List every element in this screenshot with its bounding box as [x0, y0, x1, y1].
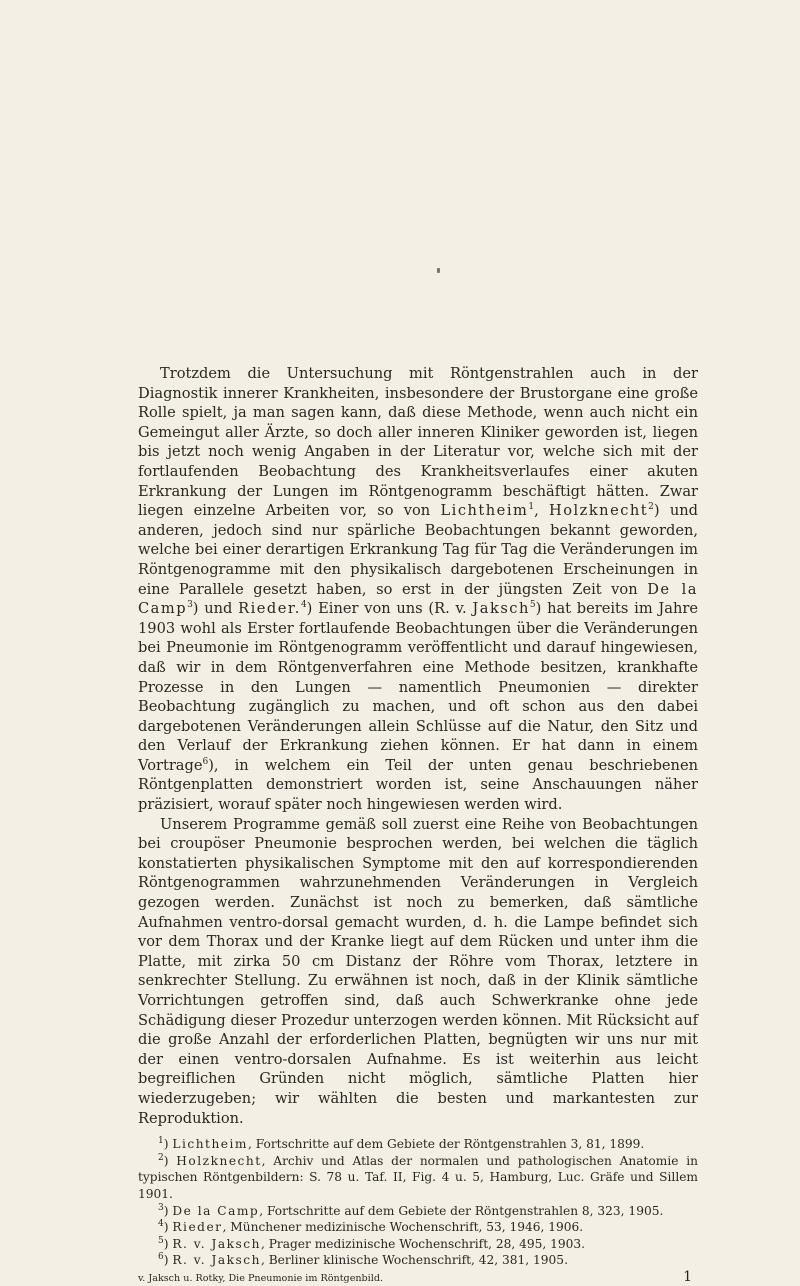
footnote-paren: ) — [163, 1137, 173, 1152]
footnote — [138, 1219, 698, 1236]
footnotes — [138, 1136, 698, 1286]
footnote-list — [138, 1136, 698, 1269]
author-name: Rieder. — [238, 600, 301, 618]
text-run: Unserem Programme gemäß soll zuerst eine Reihe von Beobachtungen bei croupöser Pneumonie besprochen werden, bei welchen die täglich konstatierten physikalischen Symptome mit den auf korrespondierenden Röntgenogrammen wahrzunehmenden Veränderungen in Vergleich gezogen werden. Zunächst ist noch zu bemerken, daß sämtliche Aufnahmen ventro-dorsal gemacht wurden, d. h. die Lampe befindet sich vor dem Thorax und der Kranke liegt auf dem Rücken und unter ihm die Platte, mit zirka 50 cm Distanz der Röhre vom Thorax, letztere in senkrechter Stellung. Zu erwähnen ist noch, daß in der Klinik sämtliche Vorrichtungen getroffen sind, daß auch Schwerkranke ohne jede Schädigung dieser Prozedur unterzogen werden können. Mit Rücksicht auf die große Anzahl der erforderlichen Platten, begnügten wir uns nur mit der einen ventro-dorsalen Aufnahme. Es ist weiterhin aus leicht begreiflichen Gründen nicht möglich, sämtliche Platten hier wiederzugeben; wir wählten die besten und markantesten zur Reproduktion. — [138, 815, 698, 1127]
footnote-mark: 2 — [158, 1152, 164, 1163]
footnote-ref: 5 — [529, 600, 536, 611]
footnote-text: , Fortschritte auf dem Gebiete der Röntgenstrahlen 8, 323, 1905. — [259, 1203, 664, 1218]
footnote-mark: 5 — [158, 1235, 164, 1246]
text-run: ) und — [192, 600, 239, 618]
author-name: Holzknecht — [548, 502, 649, 520]
text-run: ), in welchem ein Teil der unten genau beschriebenen Röntgenplatten demonstriert worden ist, seine Anschauungen näher präzisiert, worauf später noch hingewiesen werden wird. — [138, 756, 698, 814]
footnote-mark: 1 — [158, 1136, 164, 1147]
text-run: Trotzdem die Untersuchung mit Röntgenstrahlen auch in der Diagnostik innerer Krankheiten, insbesondere der Brustorgane eine große Rolle spielt, ja man sagen kann, daß diese Methode, wenn auch nicht ein Gemeingut aller Ärzte, so doch aller inneren Kliniker geworden ist, liegen bis jetzt noch wenig Angaben in der Literatur vor, welche sich mit der fortlaufenden Beobachtung des Krankheitsverlaufes einer akuten Erkrankung der Lungen im Röntgenogramm beschäftigt hätten. Zwar liegen einzelne Arbeiten vor, so von — [138, 365, 698, 520]
author-name: Lichtheim — [440, 502, 529, 520]
footnote-ref: 1 — [528, 502, 535, 513]
text-run: , — [534, 502, 549, 520]
running-footer: v. Jaksch u. Rotky, Die Pneumonie im Röntgenbild. — [138, 1272, 384, 1284]
footnote-author: Rieder — [172, 1220, 223, 1235]
author-name: De la Camp — [138, 580, 698, 618]
footnote-ref: 6 — [202, 757, 209, 768]
footnote-author: De la Camp — [172, 1203, 260, 1218]
body-text — [138, 364, 698, 1128]
footnote-text: , Prager medizinische Wochenschrift, 28, 495, 1903. — [260, 1236, 585, 1251]
paragraph — [138, 364, 698, 815]
footnote-paren: ) — [163, 1153, 177, 1168]
footnote-text: , Berliner klinische Wochenschrift, 42, 381, 1905. — [260, 1253, 568, 1268]
footnote — [138, 1252, 698, 1269]
footnote-ref: 3 — [187, 600, 193, 611]
text-run: ) und anderen, jedoch sind nur spärliche Beobachtungen bekannt geworden, welche bei einer derartigen Erkrankung Tag für Tag die Veränderungen im Röntgenogramme mit den physikalisch dargebotenen Erscheinungen in eine Parallele gesetzt haben, so erst in der jüngsten Zeit von — [138, 502, 698, 598]
footnote — [138, 1203, 698, 1220]
footnote-mark: 3 — [158, 1202, 164, 1213]
speck-mark — [437, 268, 440, 273]
text-run: ) Einer von uns (R. v. — [306, 600, 473, 618]
footnote-text: , Münchener medizinische Wochenschrift, 53, 1946, 1906. — [222, 1220, 584, 1235]
footnote-author: Holzknecht — [176, 1153, 262, 1168]
author-name: Jaksch — [472, 600, 530, 618]
footnote-author: R. v. Jaksch — [172, 1253, 261, 1268]
footnote — [138, 1236, 698, 1253]
paragraph — [138, 815, 698, 1129]
footnote-text: , Fortschritte auf dem Gebiete der Röntgenstrahlen 3, 81, 1899. — [247, 1137, 645, 1152]
footnote-paren: ) — [163, 1203, 173, 1218]
page-number: 1 — [683, 1268, 692, 1285]
footnote-ref: 4 — [300, 600, 307, 611]
footnote-paren: ) — [163, 1220, 173, 1235]
footnote-author: Lichtheim — [172, 1137, 248, 1152]
footnote-mark: 4 — [158, 1219, 164, 1230]
text-run: ) hat bereits im Jahre 1903 wohl als Erster fortlaufende Beobachtungen über die Veränderungen bei Pneumonie im Röntgenogramm veröffentlicht und darauf hingewiesen, daß wir in dem Röntgenverfahren eine Methode besitzen, krankhafte Prozesse in den Lungen — namentlich Pneumonien — direkter Beobachtung zugänglich zu machen, und oft schon aus den dabei dargebotenen Veränderungen allein Schlüsse auf die Natur, den Sitz und den Verlauf der Erkrankung ziehen können. Er hat dann in einem Vortrage — [138, 600, 698, 774]
running-footer-line — [138, 1270, 698, 1286]
page-body — [138, 364, 698, 1286]
footnote-paren: ) — [163, 1253, 173, 1268]
footnote-author: R. v. Jaksch — [172, 1236, 261, 1251]
footnote — [138, 1153, 698, 1203]
footnote-ref: 2 — [648, 502, 654, 513]
footnote-text: , Archiv und Atlas der normalen und pathologischen Anatomie in typischen Röntgenbildern: S. 78 u. Taf. II, Fig. 4 u. 5, Hamburg, Luc. Gräfe und Sillem 1901. — [138, 1153, 698, 1201]
footnote-mark: 6 — [158, 1252, 164, 1263]
footnote — [138, 1136, 698, 1153]
footnote-paren: ) — [163, 1236, 173, 1251]
